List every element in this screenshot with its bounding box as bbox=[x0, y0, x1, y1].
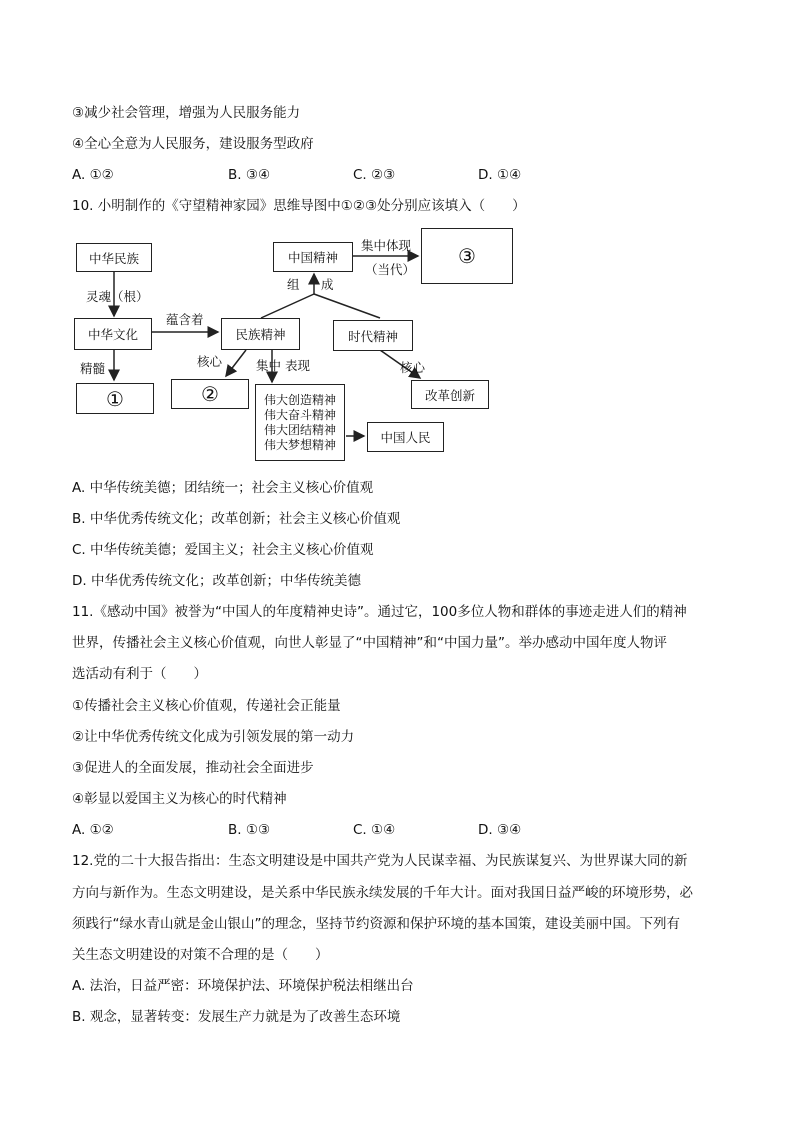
q10-option-a: A. 中华传统美德；团结统一；社会主义核心价值观 bbox=[72, 480, 374, 496]
q12-stem-line-3: 须践行“绿水青山就是金山银山”的理念，坚持节约资源和保护环境的基本国策，建设美丽中国。下列有 bbox=[72, 916, 680, 932]
q9-item-3: ③减少社会管理，增强为人民服务能力 bbox=[72, 105, 301, 121]
label-zu: 组 bbox=[287, 277, 300, 292]
q9-option-a: A. ①② bbox=[72, 167, 114, 183]
q11-item-1: ①传播社会主义核心价值观，传递社会正能量 bbox=[72, 698, 341, 714]
q11-stem-line-1: 11.《感动中国》被誉为“中国人的年度精神史诗”。通过它，100多位人物和群体的事迹走进人们的精神 bbox=[72, 604, 687, 620]
q9-option-c: C. ②③ bbox=[353, 167, 396, 183]
q12-stem-line-2: 方向与新作为。生态文明建设，是关系中华民族永续发展的千年大计。面对我国日益严峻的环境形势，必 bbox=[72, 885, 693, 901]
q11-stem-line-2: 世界，传播社会主义核心价值观，向世人彰显了“中国精神”和“中国力量”。举办感动中国年度人物评 bbox=[72, 635, 667, 651]
q10-option-b: B. 中华优秀传统文化；改革创新；社会主义核心价值观 bbox=[72, 511, 401, 527]
q9-option-d: D. ①④ bbox=[478, 167, 522, 183]
label-hexin-right: 核心 bbox=[400, 360, 426, 375]
slot-2: ② bbox=[171, 379, 249, 409]
box-zhongguo-jingshen: 中国精神 bbox=[273, 242, 353, 272]
q9-option-b: B. ③④ bbox=[228, 167, 271, 183]
slot-1: ① bbox=[76, 383, 154, 414]
q12-stem-line-1: 12.党的二十大报告指出：生态文明建设是中国共产党为人民谋幸福、为民族谋复兴、为世界谋大同的新 bbox=[72, 853, 688, 869]
slot-3: ③ bbox=[421, 228, 513, 284]
q11-option-b: B. ①③ bbox=[228, 822, 271, 838]
label-jingsui: 精髓 bbox=[80, 361, 106, 376]
q10-option-d: D. 中华优秀传统文化；改革创新；中华传统美德 bbox=[72, 573, 361, 589]
box-great-spirits bbox=[255, 384, 345, 461]
spirit-unity: 伟大团结精神 bbox=[263, 422, 336, 437]
q11-option-d: D. ③④ bbox=[478, 822, 522, 838]
label-yunhanzhe: 蕴含着 bbox=[166, 312, 204, 327]
box-zhonghua-minzu: 中华民族 bbox=[76, 243, 152, 272]
q11-stem-line-3: 选活动有利于（ ） bbox=[72, 666, 207, 682]
q9-item-4: ④全心全意为人民服务，建设服务型政府 bbox=[72, 136, 314, 152]
q11-option-a: A. ①② bbox=[72, 822, 114, 838]
q12-stem-line-4: 关生态文明建设的对策不合理的是（ ） bbox=[72, 947, 329, 963]
box-zhonghua-wenhua: 中华文化 bbox=[74, 318, 152, 350]
box-minzu-jingshen: 民族精神 bbox=[221, 318, 300, 350]
spirit-dream: 伟大梦想精神 bbox=[263, 437, 336, 452]
label-jizhong-biaoxian: 集中 表现 bbox=[256, 358, 310, 373]
q12-option-b: B. 观念，显著转变：发展生产力就是为了改善生态环境 bbox=[72, 1009, 401, 1025]
spirit-struggle: 伟大奋斗精神 bbox=[263, 407, 336, 422]
spirit-creation: 伟大创造精神 bbox=[263, 392, 336, 407]
label-dangdai: （当代） bbox=[365, 262, 416, 277]
box-shidai-jingshen: 时代精神 bbox=[333, 320, 413, 351]
q11-item-4: ④彰显以爱国主义为核心的时代精神 bbox=[72, 791, 287, 807]
q10-stem: 10. 小明制作的《守望精神家园》思维导图中①②③处分别应该填入（ ） bbox=[72, 198, 526, 214]
label-cheng: 成 bbox=[321, 277, 334, 292]
q12-option-a: A. 法治，日益严密：环境保护法、环境保护税法相继出台 bbox=[72, 978, 414, 994]
label-hexin-left: 核心 bbox=[197, 354, 223, 369]
q11-option-c: C. ①④ bbox=[353, 822, 396, 838]
q11-item-3: ③促进人的全面发展，推动社会全面进步 bbox=[72, 760, 314, 776]
box-zhongguo-renmin: 中国人民 bbox=[367, 422, 444, 452]
q11-item-2: ②让中华优秀传统文化成为引领发展的第一动力 bbox=[72, 729, 355, 745]
box-gaige-chuangxin: 改革创新 bbox=[411, 380, 489, 409]
label-linghun: 灵魂（根） bbox=[86, 289, 149, 304]
label-jizhong-tixian: 集中体现 bbox=[361, 238, 412, 253]
q10-option-c: C. 中华传统美德；爱国主义；社会主义核心价值观 bbox=[72, 542, 374, 558]
